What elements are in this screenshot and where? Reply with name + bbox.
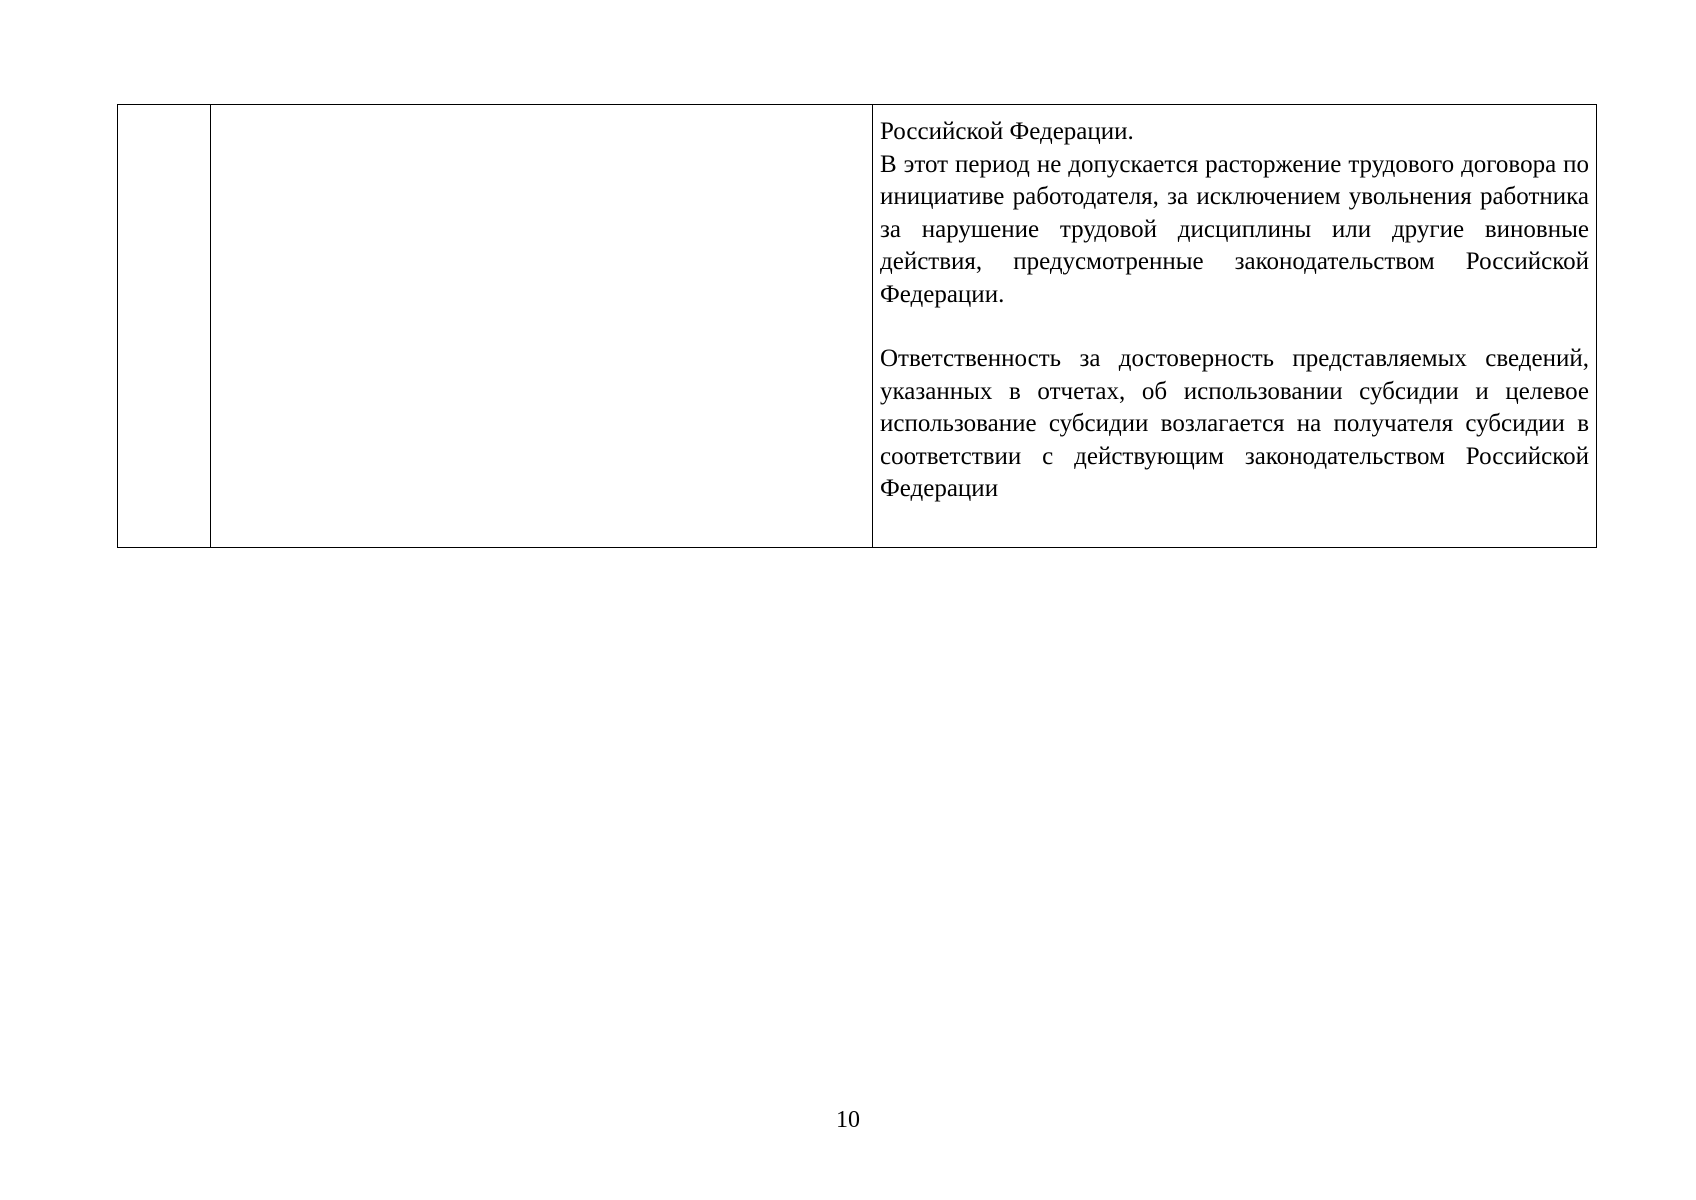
- table-cell-description: [873, 105, 1597, 548]
- table-row: [118, 105, 1597, 548]
- paragraph-termination-rule: В этот период не допускается расторжение трудового договора по инициативе работодателя, за исключением увольнения работника за нарушение трудовой дисциплины или другие виновные действия, предусмотренные законодательством Российской Федерации.: [880, 150, 1589, 308]
- cell-description-text: [873, 105, 1596, 506]
- paragraph-continuation: Российской Федерации.: [880, 118, 1134, 145]
- document-table: [117, 104, 1597, 548]
- paragraph-responsibility: Ответственность за достоверность представляемых сведений, указанных в отчетах, об использовании субсидии и целевое использование субсидии возлагается на получателя субсидии в соответствии с действующим законодательством Российской Федерации: [880, 345, 1589, 502]
- page-number: 10: [836, 1107, 860, 1133]
- table-cell-number: [118, 105, 211, 548]
- table-cell-name: [211, 105, 873, 548]
